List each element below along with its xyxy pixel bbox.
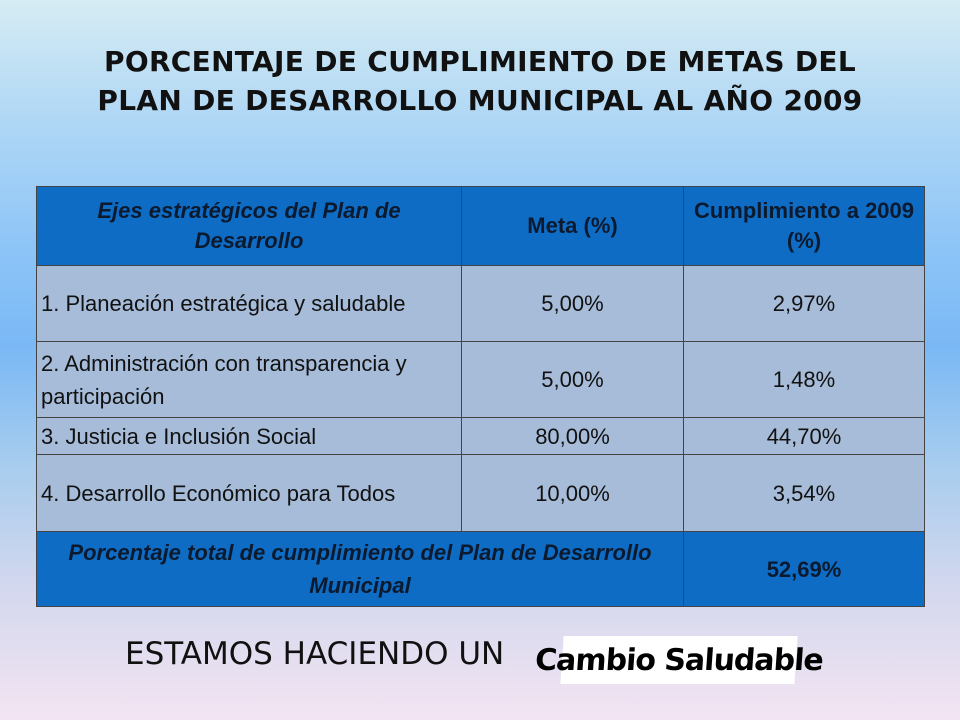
cambio-saludable-logo: Cambio Saludable	[560, 636, 797, 684]
footer-slogan: ESTAMOS HACIENDO UN	[125, 636, 505, 672]
goals-table	[36, 186, 925, 607]
row-compliance: 2,97%	[684, 266, 925, 342]
total-value: 52,69%	[684, 532, 925, 607]
row-axis: 3. Justicia e Inclusión Social	[37, 418, 462, 455]
row-compliance: 44,70%	[684, 418, 925, 455]
row-goal: 80,00%	[462, 418, 684, 455]
row-axis: 2. Administración con transparencia y participación	[37, 342, 462, 418]
page-title	[0, 42, 960, 120]
row-goal: 5,00%	[462, 266, 684, 342]
header-goal: Meta (%)	[462, 187, 684, 266]
title-line-2: PLAN DE DESARROLLO MUNICIPAL AL AÑO 2009	[97, 84, 863, 117]
title-line-1: PORCENTAJE DE CUMPLIMIENTO DE METAS DEL	[104, 45, 856, 78]
table-row	[37, 455, 925, 532]
row-axis: 4. Desarrollo Económico para Todos	[37, 455, 462, 532]
row-axis: 1. Planeación estratégica y saludable	[37, 266, 462, 342]
header-axis: Ejes estratégicos del Plan de Desarrollo	[37, 187, 462, 266]
table-row	[37, 342, 925, 418]
row-compliance: 3,54%	[684, 455, 925, 532]
row-goal: 10,00%	[462, 455, 684, 532]
table-header-row	[37, 187, 925, 266]
row-compliance: 1,48%	[684, 342, 925, 418]
row-goal: 5,00%	[462, 342, 684, 418]
table-row	[37, 266, 925, 342]
table-row	[37, 418, 925, 455]
header-compliance: Cumplimiento a 2009 (%)	[684, 187, 925, 266]
total-row	[37, 532, 925, 607]
total-label: Porcentaje total de cumplimiento del Plan de Desarrollo Municipal	[37, 532, 684, 607]
